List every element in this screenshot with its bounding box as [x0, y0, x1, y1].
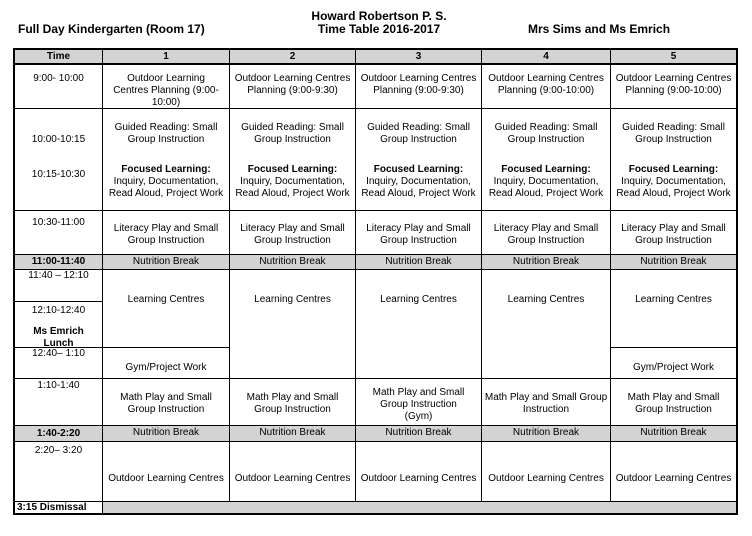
time-cell-1030-11 [15, 211, 103, 255]
cell-text: Inquiry, Documentation, Read Aloud, Project Work [108, 176, 224, 199]
cell-text: Math Play and Small Group Instruction [246, 392, 339, 415]
cell-text: Nutrition Break [385, 256, 452, 267]
time-cell-nutrition-2 [15, 426, 103, 442]
time-cell-1210-1240 [15, 302, 103, 348]
day1-nutrition-1 [103, 255, 230, 270]
time-cell-nutrition-1 [15, 255, 103, 270]
dismissal-text: 3:15 Dismissal [17, 502, 87, 513]
focused-title: Focused Learning: [247, 164, 338, 175]
dismissal-label [15, 502, 103, 513]
day2-planning [230, 65, 356, 109]
cell-text: Nutrition Break [640, 256, 707, 267]
col-header-label: 3 [415, 51, 422, 62]
day3-centres [356, 270, 482, 379]
cell-text: Outdoor Learning Centres [108, 473, 224, 484]
cell-text: Gym/Project Work [125, 362, 207, 373]
day5-outdoor [611, 442, 736, 502]
day1-centres [103, 270, 230, 348]
time-label: 10:15-10:30 [31, 169, 86, 180]
day2-nutrition-2 [230, 426, 356, 442]
time-label: 11:00-11:40 [31, 256, 86, 267]
day4-outdoor [482, 442, 611, 502]
day3-literacy-play [356, 211, 482, 255]
cell-text: Nutrition Break [512, 427, 580, 438]
day5-nutrition-2 [611, 426, 736, 442]
dismissal-bar [103, 502, 736, 513]
col-header-label: 5 [670, 51, 677, 62]
day3-outdoor [356, 442, 482, 502]
time-label: 10:00-10:15 [31, 134, 86, 145]
cell-text: Inquiry, Documentation, Read Aloud, Project Work [361, 176, 476, 199]
col-header-day-3 [356, 50, 482, 65]
school-name: Howard Robertson P. S. [311, 9, 447, 23]
col-header-day-5 [611, 50, 736, 65]
day4-nutrition-1 [482, 255, 611, 270]
time-label: 12:10-12:40 [31, 305, 86, 316]
day3-nutrition-1 [356, 255, 482, 270]
cell-text: Learning Centres [635, 294, 712, 305]
day1-math [103, 379, 230, 426]
time-label: 1:40-2:20 [36, 428, 81, 439]
cell-text: Literacy Play and Small Group Instruction [113, 223, 219, 246]
emrich-lunch-label: Ms Emrich Lunch [33, 326, 84, 349]
day1-literacy-block [103, 109, 230, 211]
col-header-label: 1 [163, 51, 169, 62]
cell-text: Inquiry, Documentation, Read Aloud, Project Work [488, 176, 604, 199]
day2-centres [230, 270, 356, 379]
cell-text: Math Play and Small Group Instruction [484, 392, 608, 415]
day4-math [482, 379, 611, 426]
cell-text: Outdoor Learning Centres Planning (9:00-10:00) [615, 73, 732, 96]
cell-text: Literacy Play and Small Group Instruction [621, 223, 726, 246]
day5-math [611, 379, 736, 426]
col-header-time [15, 50, 103, 65]
day2-literacy-block [230, 109, 356, 211]
cell-text: Guided Reading: Small Group Instruction [494, 122, 598, 145]
day4-literacy-block [482, 109, 611, 211]
day2-math [230, 379, 356, 426]
cell-text: Nutrition Break [385, 427, 452, 438]
col-header-label: 2 [289, 51, 296, 62]
cell-text: Outdoor Learning Centres [360, 473, 477, 484]
day5-nutrition-1 [611, 255, 736, 270]
col-header-day-4 [482, 50, 611, 65]
cell-text: Nutrition Break [259, 256, 326, 267]
cell-text: Nutrition Break [132, 256, 200, 267]
time-cell-1140-1210 [15, 270, 103, 302]
cell-text: Literacy Play and Small Group Instruction [240, 223, 345, 246]
timetable-year: Time Table 2016-2017 [317, 22, 441, 36]
cell-text: Math Play and Small Group Instruction [627, 392, 720, 415]
focused-title: Focused Learning: [121, 164, 211, 175]
cell-text: Math Play and Small Group Instruction (Gym) [372, 387, 465, 422]
cell-text: Guided Reading: Small Group Instruction [241, 122, 344, 145]
school-title-block [286, 10, 472, 36]
day3-literacy-block [356, 109, 482, 211]
time-label: 1:10-1:40 [37, 380, 80, 391]
cell-text: Inquiry, Documentation, Read Aloud, Project Work [235, 176, 350, 199]
day3-nutrition-2 [356, 426, 482, 442]
time-label: 12:40– 1:10 [32, 348, 85, 359]
day1-nutrition-2 [103, 426, 230, 442]
cell-text: Nutrition Break [512, 256, 580, 267]
focused-title: Focused Learning: [373, 164, 464, 175]
time-cell-220-320 [15, 442, 103, 502]
day4-centres [482, 270, 611, 379]
col-header-label: Time [46, 51, 71, 62]
day5-literacy-play [611, 211, 736, 255]
cell-text: Guided Reading: Small Group Instruction [114, 122, 218, 145]
class-title: Full Day Kindergarten (Room 17) [18, 22, 205, 36]
focused-title: Focused Learning: [628, 164, 719, 175]
day2-outdoor [230, 442, 356, 502]
day5-gym [611, 348, 736, 379]
cell-text: Nutrition Break [259, 427, 326, 438]
cell-text: Outdoor Learning Centres Planning (9:00-9:30) [360, 73, 477, 96]
cell-text: Outdoor Learning Centres [615, 473, 732, 484]
day5-planning [611, 65, 736, 109]
day2-literacy-play [230, 211, 356, 255]
time-label: 11:40 – 12:10 [28, 270, 89, 281]
cell-text: Guided Reading: Small Group Instruction [622, 122, 725, 145]
cell-text: Literacy Play and Small Group Instruction [366, 223, 471, 246]
time-cell-9-10 [15, 65, 103, 109]
time-label: 10:30-11:00 [32, 217, 85, 228]
cell-text: Literacy Play and Small Group Instruction [493, 223, 599, 246]
time-cell-1240-110 [15, 348, 103, 379]
day3-planning [356, 65, 482, 109]
day4-literacy-play [482, 211, 611, 255]
col-header-day-1 [103, 50, 230, 65]
cell-text: Outdoor Learning Centres [234, 473, 351, 484]
cell-text: Outdoor Learning Centres Planning (9:00-9:30) [234, 73, 351, 96]
cell-text: Learning Centres [380, 294, 457, 305]
day1-outdoor [103, 442, 230, 502]
cell-text: Learning Centres [254, 294, 331, 305]
cell-text: Outdoor Learning Centres Planning (9:00-10:00) [113, 73, 219, 108]
focused-title: Focused Learning: [501, 164, 591, 175]
cell-text: Gym/Project Work [633, 362, 714, 373]
timetable-grid [13, 48, 738, 515]
cell-text: Inquiry, Documentation, Read Aloud, Project Work [616, 176, 731, 199]
day5-literacy-block [611, 109, 736, 211]
cell-text: Outdoor Learning Centres [488, 473, 604, 484]
day1-planning [103, 65, 230, 109]
day3-math [356, 379, 482, 426]
cell-text: Learning Centres [127, 294, 205, 305]
cell-text: Math Play and Small Group Instruction [120, 392, 212, 415]
day4-nutrition-2 [482, 426, 611, 442]
cell-text: Learning Centres [507, 294, 585, 305]
time-cell-110-140 [15, 379, 103, 426]
cell-text: Guided Reading: Small Group Instruction [367, 122, 470, 145]
col-header-label: 4 [543, 51, 549, 62]
teacher-names: Mrs Sims and Ms Emrich [528, 22, 671, 36]
day4-planning [482, 65, 611, 109]
day1-literacy-play [103, 211, 230, 255]
cell-text: Nutrition Break [640, 427, 707, 438]
time-cell-10-1030 [15, 109, 103, 211]
cell-text: Nutrition Break [132, 427, 200, 438]
day1-gym [103, 348, 230, 379]
time-label: 2:20– 3:20 [34, 445, 83, 456]
day5-centres [611, 270, 736, 348]
time-label: 9:00- 10:00 [33, 73, 84, 84]
day2-nutrition-1 [230, 255, 356, 270]
col-header-day-2 [230, 50, 356, 65]
cell-text: Outdoor Learning Centres Planning (9:00-10:00) [488, 73, 604, 96]
